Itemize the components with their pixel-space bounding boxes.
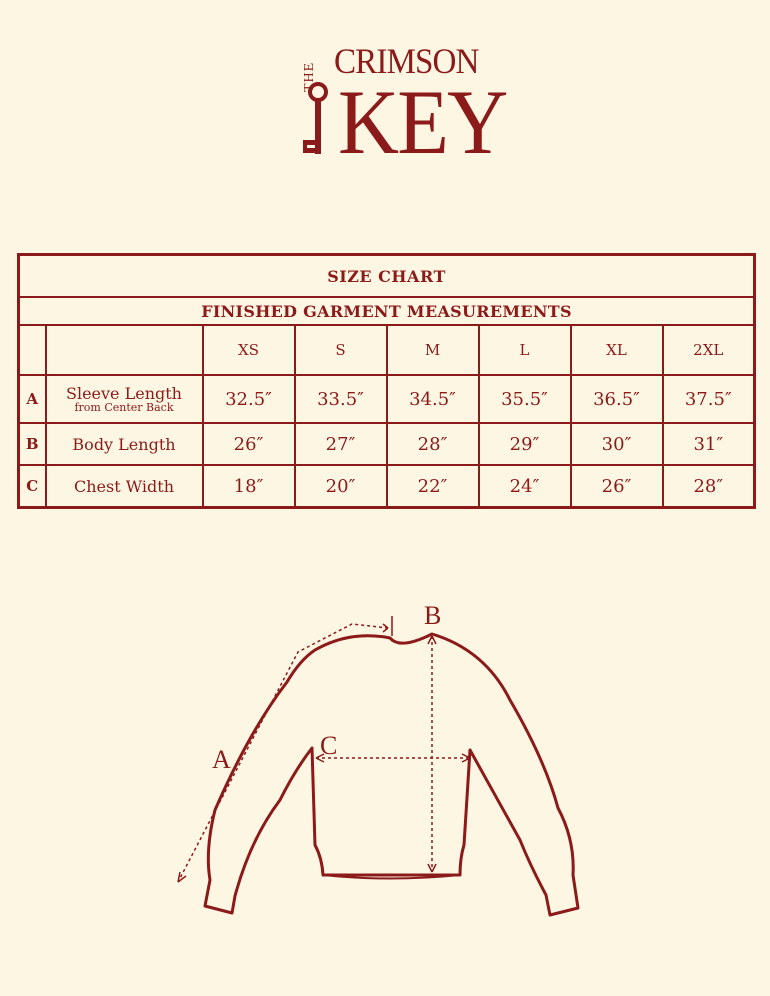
measurement-cell: 36.5″ (571, 375, 663, 423)
size-header-row (19, 325, 755, 375)
measurement-cell: 27″ (295, 423, 387, 465)
measurement-cell: 26″ (571, 465, 663, 508)
measurement-cell: 33.5″ (295, 375, 387, 423)
size-header: S (295, 325, 387, 375)
row-letter: A (19, 375, 46, 423)
garment-diagram (0, 590, 770, 930)
measurement-cell: 35.5″ (479, 375, 571, 423)
size-header: XS (203, 325, 295, 375)
size-header: L (479, 325, 571, 375)
table-row (19, 423, 755, 465)
row-letter: C (19, 465, 46, 508)
row-label-note: from Center Back (74, 400, 174, 414)
brand-the: THE (302, 61, 317, 92)
measurement-cell: 37.5″ (663, 375, 755, 423)
row-label: Body Length (46, 423, 203, 465)
measurement-cell: 20″ (295, 465, 387, 508)
diagram-label-c: C (320, 731, 338, 760)
measurement-cell: 28″ (387, 423, 479, 465)
row-letter: B (19, 423, 46, 465)
diagram-label-a: A (212, 745, 231, 774)
size-header: XL (571, 325, 663, 375)
row-label (46, 375, 203, 423)
header-blank-label (46, 325, 203, 375)
measurement-cell: 18″ (203, 465, 295, 508)
chart-subtitle: FINISHED GARMENT MEASUREMENTS (19, 297, 755, 325)
row-label-text: Sleeve Length (66, 383, 182, 403)
measurement-cell: 26″ (203, 423, 295, 465)
measurement-cell: 30″ (571, 423, 663, 465)
row-label: Chest Width (46, 465, 203, 508)
measurement-cell: 31″ (663, 423, 755, 465)
size-header: M (387, 325, 479, 375)
measurement-cell: 34.5″ (387, 375, 479, 423)
brand-logo (298, 40, 507, 173)
brand-name-top: CRIMSON (334, 41, 479, 81)
size-header: 2XL (663, 325, 755, 375)
sweater-outline (205, 634, 578, 915)
sleeve-arrow-head (178, 872, 186, 882)
chart-title: SIZE CHART (19, 255, 755, 298)
key-icon (298, 82, 338, 162)
measurement-cell: 24″ (479, 465, 571, 508)
brand-name-bottom: KEY (338, 71, 507, 173)
table-row (19, 465, 755, 508)
measurement-cell: 22″ (387, 465, 479, 508)
size-chart-table (17, 253, 756, 509)
measurement-cell: 32.5″ (203, 375, 295, 423)
measurement-cell: 28″ (663, 465, 755, 508)
diagram-label-b: B (424, 601, 442, 630)
measurement-cell: 29″ (479, 423, 571, 465)
table-row (19, 375, 755, 423)
header-blank-letter (19, 325, 46, 375)
